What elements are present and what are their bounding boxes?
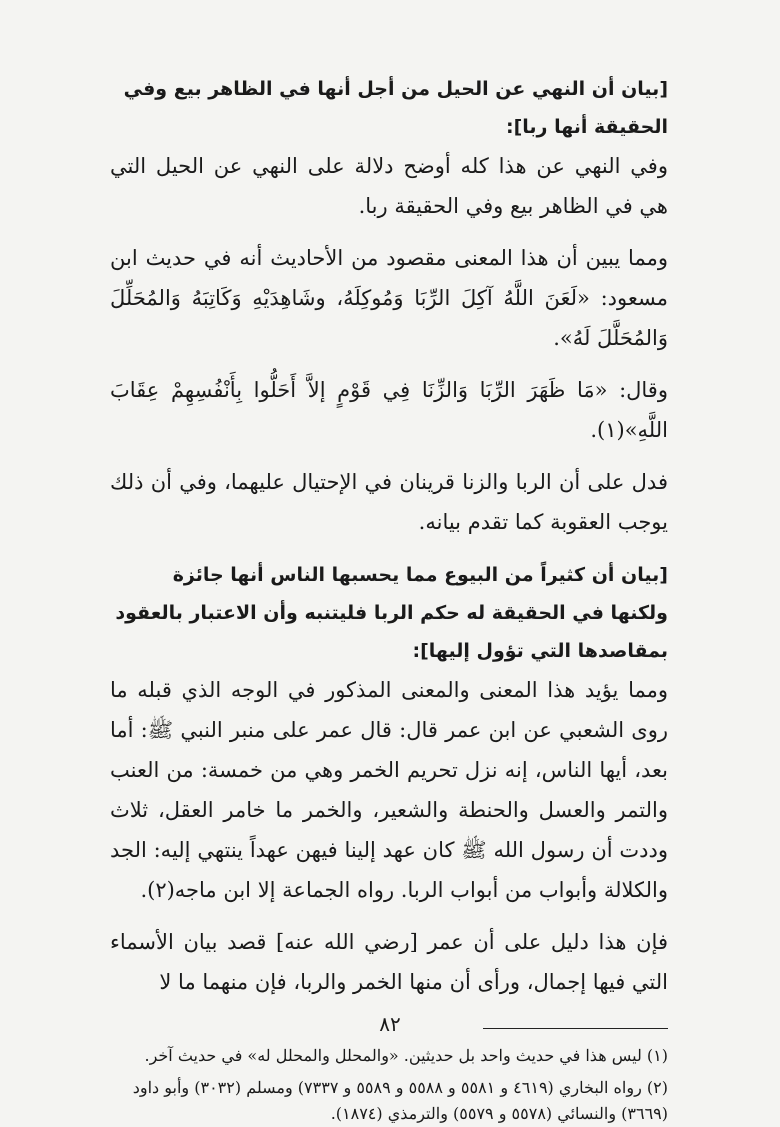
page-number: ٨٢ [379, 1012, 401, 1036]
section-heading-2: [بيان أن كثيراً من البيوع مما يحسبها الناس أنها جائزة ولكنها في الحقيقة له حكم الربا فليتنبه وأن الاعتبار بالعقود بمقاصدها التي تؤول إليها]: [115, 564, 668, 662]
paragraph: وقال: «مَا ظَهَرَ الرِّبَا وَالزِّنَا فِي قَوْمٍ إلاَّ أَحَلُّوا بِأَنْفُسِهِمْ عِقَابَ اللَّهِ»(١). [110, 378, 668, 442]
paragraph: فدل على أن الربا والزنا قرينان في الإحتيال عليهما، وفي أن ذلك يوجب العقوبة كما تقدم بيانه. [110, 470, 668, 534]
paragraph: فإن هذا دليل على أن عمر [رضي الله عنه] قصد بيان الأسماء التي فيها إجمال، ورأى أن منها الخمر والربا، فإن منهما ما لا [110, 930, 668, 994]
section-heading-1: [بيان أن النهي عن الحيل من أجل أنها في الظاهر بيع وفي الحقيقة أنها ربا]: [123, 78, 668, 138]
footnote-2: (٢) رواه البخاري (٤٦١٩ و ٥٥٨١ و ٥٥٨٨ و ٥٥٨٩ و ٧٣٣٧) ومسلم (٣٠٣٢) وأبو داود (٣٦٦٩) والنسائي (٥٥٧٨ و ٥٥٧٩) والترمذي (١٨٧٤). [132, 1078, 668, 1123]
paragraph: ومما يبين أن هذا المعنى مقصود من الأحاديث أنه في حديث ابن مسعود: «لَعَنَ اللَّهُ آكِلَ الرِّبَا وَمُوكِلَهُ، وشَاهِدَيْهِ وَكَاتِبَهُ وَالمُحَلِّلَ وَالمُحَلَّلَ لَهُ». [110, 246, 668, 350]
paragraph: ومما يؤيد هذا المعنى والمعنى المذكور في الوجه الذي قبله ما روى الشعبي عن ابن عمر قال: قال عمر على منبر النبي ﷺ: أما بعد، أيها الناس، إنه نزل تحريم الخمر وهي من خمسة: من العنب والتمر والعسل والحنطة والشعير، والخمر ما خامر العقل، ثلاث وددت أن رسول الله ﷺ كان عهد إلينا فيهن عهداً ينتهي إليه: الجد والكلالة وأبواب من أبواب الربا. رواه الجماعة إلا ابن ماجه(٢). [110, 678, 668, 902]
paragraph: وفي النهي عن هذا كله أوضح دلالة على النهي عن الحيل التي هي في الظاهر بيع وفي الحقيقة ربا. [110, 154, 668, 218]
footnote-1: (١) ليس هذا في حديث واحد بل حديثين. «والمحلل والمحلل له» في حديث آخر. [144, 1046, 668, 1065]
